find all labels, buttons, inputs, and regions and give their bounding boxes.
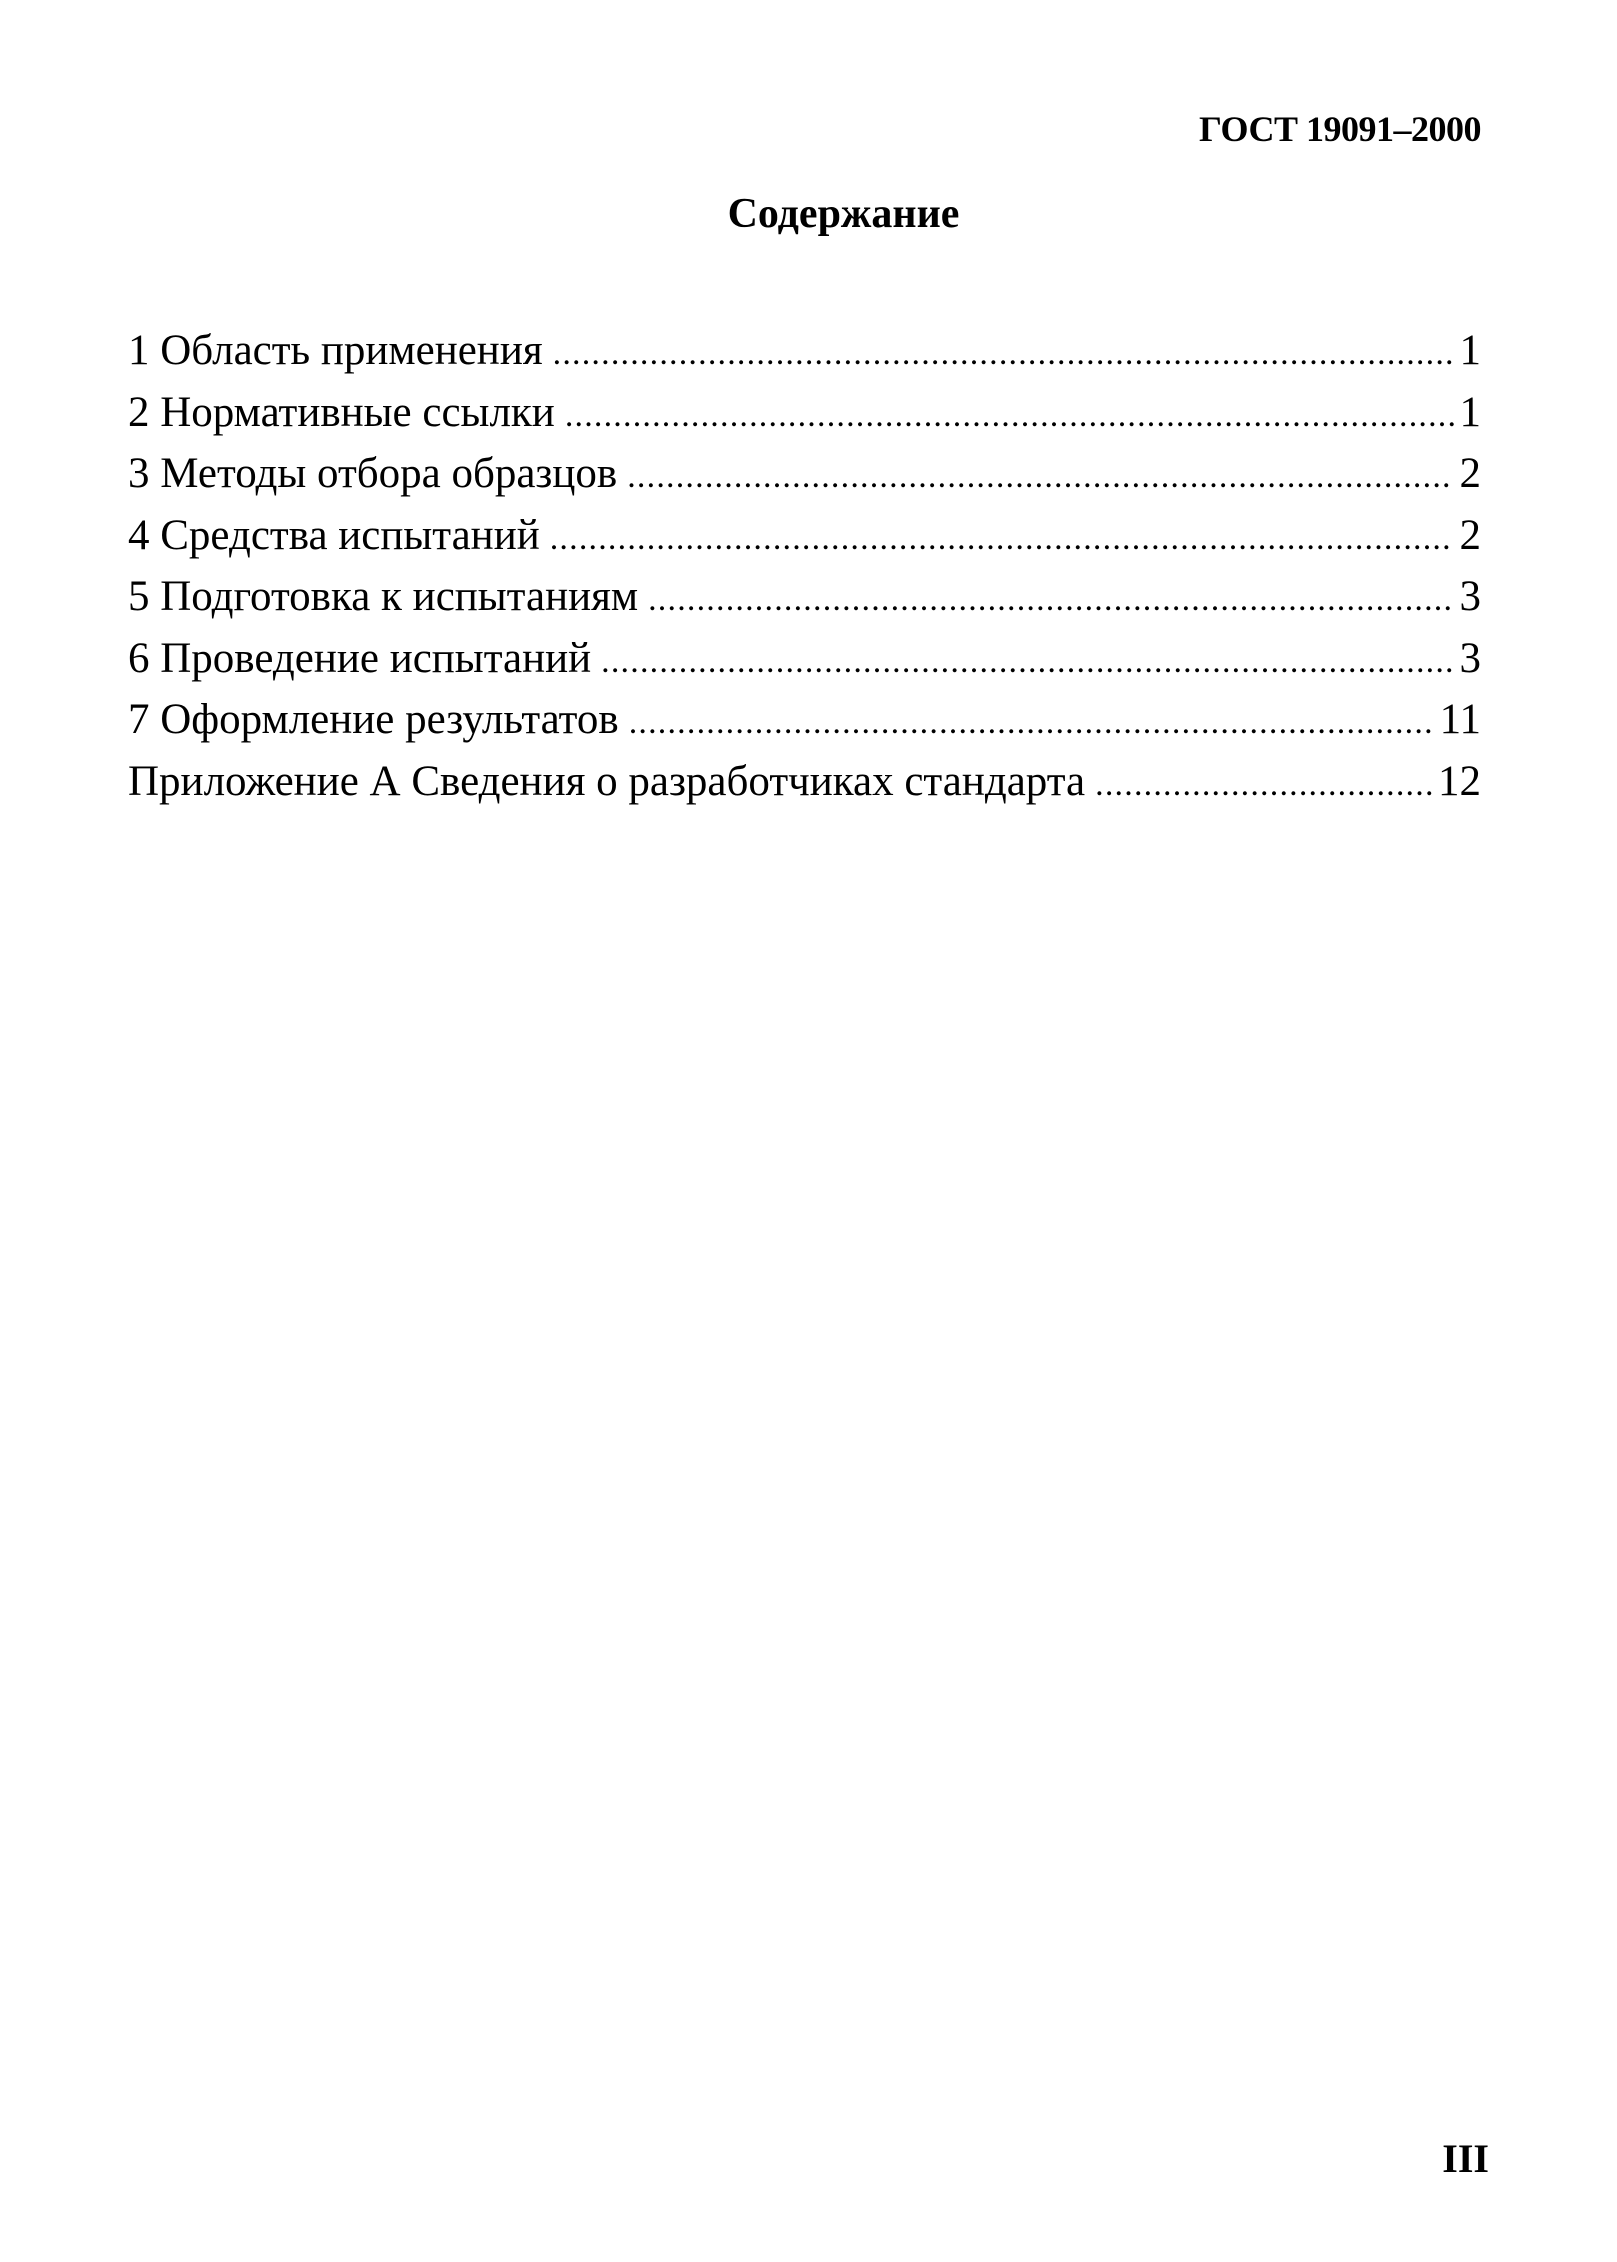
toc-leader-dots (553, 323, 1454, 385)
toc-entry-label: 4 Средства испытаний (128, 511, 540, 559)
toc-entry[interactable] (128, 628, 1481, 690)
toc-entry-label: 7 Оформление результатов (128, 696, 619, 743)
toc-entry-label: 2 Нормативные ссылки (128, 388, 555, 436)
toc-entry[interactable] (128, 505, 1481, 567)
table-of-contents (128, 320, 1481, 812)
toc-leader-dots (648, 569, 1453, 631)
document-code: ГОСТ 19091–2000 (1199, 109, 1481, 149)
toc-entry-page: 1 (1459, 388, 1481, 436)
toc-entry[interactable] (128, 443, 1481, 505)
toc-leader-dots (565, 385, 1454, 447)
toc-entry-label: 5 Подготовка к испытаниям (128, 573, 639, 620)
toc-entry-page: 3 (1459, 634, 1481, 682)
toc-entry[interactable] (128, 751, 1481, 813)
toc-leader-dots (550, 508, 1454, 570)
toc-leader-dots (1095, 754, 1432, 816)
toc-entry[interactable] (128, 689, 1481, 751)
toc-entry-label: 6 Проведение испытаний (128, 634, 592, 682)
toc-entry[interactable] (128, 566, 1481, 628)
toc-entry-label: Приложение А Сведения о разработчиках стандарта (128, 757, 1086, 805)
page-title: Содержание (727, 191, 960, 237)
toc-entry-page: 3 (1459, 573, 1481, 620)
toc-leader-dots (629, 692, 1434, 754)
toc-entry-label: 1 Область применения (128, 327, 543, 374)
toc-entry-page: 12 (1438, 757, 1481, 805)
toc-leader-dots (601, 631, 1453, 693)
toc-entry-page: 2 (1459, 511, 1481, 559)
toc-entry-page: 2 (1459, 450, 1481, 497)
toc-entry-label: 3 Методы отбора образцов (128, 450, 618, 497)
page-number: III (1442, 2136, 1489, 2181)
toc-entry[interactable] (128, 320, 1481, 382)
toc-entry-page: 11 (1439, 696, 1481, 743)
toc-entry[interactable] (128, 382, 1481, 444)
toc-entry-page: 1 (1459, 327, 1481, 374)
toc-leader-dots (627, 446, 1453, 508)
